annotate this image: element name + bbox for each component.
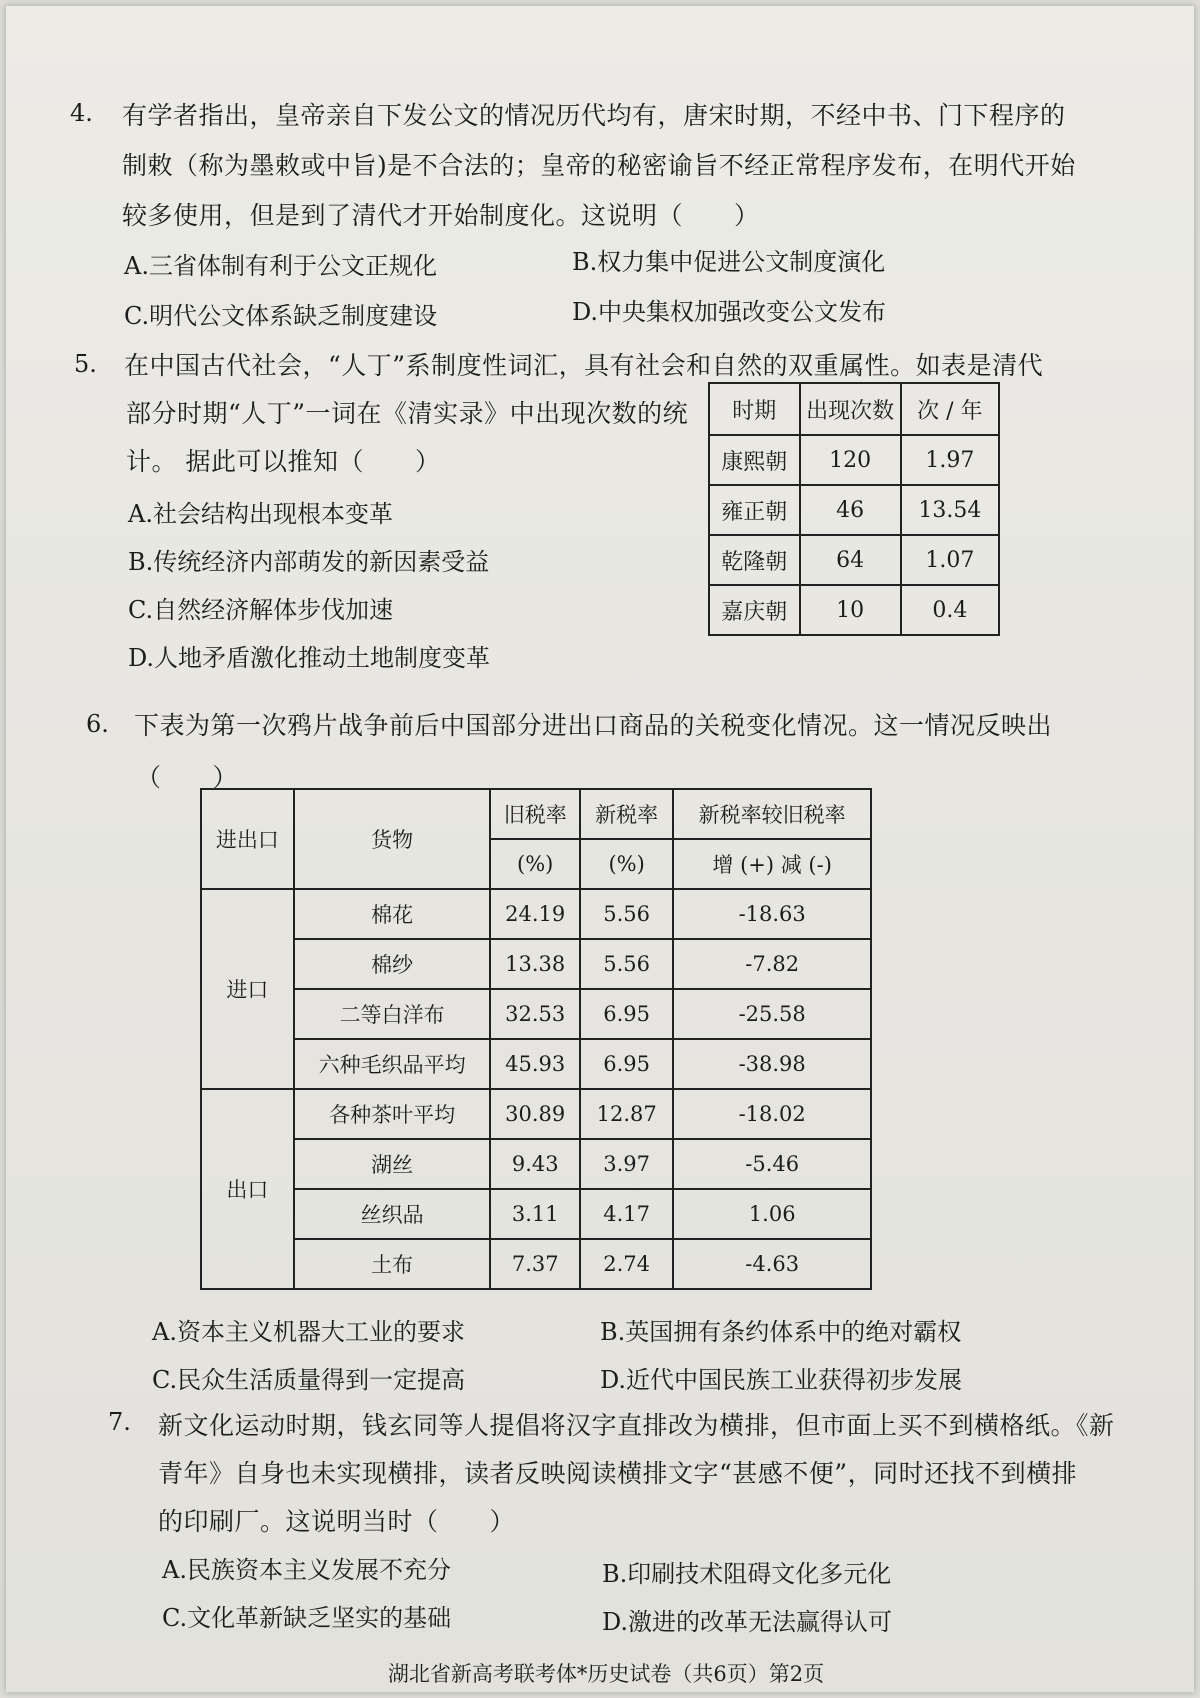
table-row <box>201 889 871 939</box>
option-c[interactable]: C.自然经济解体步伐加速 <box>128 596 394 624</box>
table-cell: 6.95 <box>580 989 673 1039</box>
table-row <box>201 1189 871 1239</box>
table-cell: 1.07 <box>901 535 999 585</box>
table-row <box>709 435 999 485</box>
table-row <box>201 1139 871 1189</box>
table-row <box>709 535 999 585</box>
header-cell: 货物 <box>294 789 491 889</box>
table-cell: 1.06 <box>673 1189 871 1239</box>
table-cell: 0.4 <box>901 585 999 635</box>
question-text-line: 较多使用，但是到了清代才开始制度化。这说明（ ） <box>122 201 760 230</box>
exam-page <box>6 6 1194 1692</box>
table-cell: 丝织品 <box>294 1189 491 1239</box>
census-table <box>708 382 1000 636</box>
table-cell: 二等白洋布 <box>294 989 491 1039</box>
table-cell: 2.74 <box>580 1239 673 1289</box>
option-a[interactable]: A.资本主义机器大工业的要求 <box>152 1318 465 1346</box>
table-cell: 45.93 <box>490 1039 579 1089</box>
question-text-line: 新文化运动时期，钱玄同等人提倡将汉字直排改为横排，但市面上买不到横格纸。《新 <box>158 1411 1115 1440</box>
table-cell: 64 <box>800 535 901 585</box>
table-cell: 雍正朝 <box>709 485 800 535</box>
table-cell: 1.97 <box>901 435 999 485</box>
option-d[interactable]: D.激进的改革无法赢得认可 <box>602 1608 893 1636</box>
header-cell: (%) <box>490 839 579 889</box>
table-cell: 六种毛织品平均 <box>294 1039 491 1089</box>
table-row <box>201 1239 871 1289</box>
table-cell: 9.43 <box>490 1139 579 1189</box>
option-b[interactable]: B.传统经济内部萌发的新因素受益 <box>128 548 490 576</box>
table-cell: 13.38 <box>490 939 579 989</box>
option-d[interactable]: D.人地矛盾激化推动土地制度变革 <box>128 644 491 672</box>
option-a[interactable]: A.三省体制有利于公文正规化 <box>124 252 437 280</box>
option-b[interactable]: B.英国拥有条约体系中的绝对霸权 <box>600 1318 962 1346</box>
table-cell: 30.89 <box>490 1089 579 1139</box>
table-row <box>709 585 999 635</box>
table-cell: 康熙朝 <box>709 435 800 485</box>
table-cell: 各种茶叶平均 <box>294 1089 491 1139</box>
table-cell: 5.56 <box>580 889 673 939</box>
option-b[interactable]: B.权力集中促进公文制度演化 <box>572 248 886 276</box>
question-text-line: 下表为第一次鸦片战争前后中国部分进出口商品的关税变化情况。这一情况反映出 <box>134 711 1053 740</box>
table-cell: -4.63 <box>673 1239 871 1289</box>
table-header-row <box>201 789 871 839</box>
table-cell: 嘉庆朝 <box>709 585 800 635</box>
tariff-table <box>200 788 872 1290</box>
table-cell: 湖丝 <box>294 1139 491 1189</box>
option-c[interactable]: C.文化革新缺乏坚实的基础 <box>162 1604 452 1632</box>
question-number: 6. <box>86 710 109 738</box>
table-cell: 3.97 <box>580 1139 673 1189</box>
table-cell: 5.56 <box>580 939 673 989</box>
question-text-line: 计。 据此可以推知（ ） <box>126 447 441 476</box>
table-cell: -7.82 <box>673 939 871 989</box>
question-text-line: 在中国古代社会，“人丁”系制度性词汇，具有社会和自然的双重属性。如表是清代 <box>124 351 1044 380</box>
question-number: 7. <box>108 1408 131 1436</box>
table-cell: 24.19 <box>490 889 579 939</box>
table-cell: -25.58 <box>673 989 871 1039</box>
page-footer: 湖北省新高考联考体*历史试卷（共6页）第2页 <box>387 1662 825 1686</box>
table-cell: 乾隆朝 <box>709 535 800 585</box>
table-cell: 6.95 <box>580 1039 673 1089</box>
question-number: 5. <box>74 350 97 378</box>
question-text-line: 有学者指出，皇帝亲自下发公文的情况历代均有，唐宋时期，不经中书、门下程序的 <box>122 101 1066 130</box>
category-cell: 出口 <box>201 1089 294 1289</box>
option-d[interactable]: D.中央集权加强改变公文发布 <box>572 298 887 326</box>
header-cell: 旧税率 <box>490 789 579 839</box>
table-cell: -18.63 <box>673 889 871 939</box>
option-d[interactable]: D.近代中国民族工业获得初步发展 <box>600 1366 963 1394</box>
table-cell: -5.46 <box>673 1139 871 1189</box>
option-c[interactable]: C.民众生活质量得到一定提高 <box>152 1366 466 1394</box>
question-text-line: （ ） <box>136 763 239 792</box>
table-cell: 120 <box>800 435 901 485</box>
table-cell: 10 <box>800 585 901 635</box>
option-a[interactable]: A.民族资本主义发展不充分 <box>162 1556 451 1584</box>
table-cell: 棉花 <box>294 889 491 939</box>
table-cell: -18.02 <box>673 1089 871 1139</box>
question-number: 4. <box>70 99 93 127</box>
option-a[interactable]: A.社会结构出现根本变革 <box>128 500 393 528</box>
question-text-line: 青年》自身也未实现横排，读者反映阅读横排文字“甚感不便”，同时还找不到横排 <box>158 1459 1078 1488</box>
option-b[interactable]: B.印刷技术阻碍文化多元化 <box>602 1560 892 1588</box>
table-cell: 12.87 <box>580 1089 673 1139</box>
category-cell: 进口 <box>201 889 294 1089</box>
table-cell: 46 <box>800 485 901 535</box>
table-row <box>201 1089 871 1139</box>
table-row <box>709 485 999 535</box>
table-cell: 13.54 <box>901 485 999 535</box>
header-cell: (%) <box>580 839 673 889</box>
question-text-line: 部分时期“人丁”一词在《清实录》中出现次数的统 <box>126 399 689 428</box>
table-cell: 3.11 <box>490 1189 579 1239</box>
table-row <box>201 939 871 989</box>
table-header-row <box>709 383 999 435</box>
table-cell: 棉纱 <box>294 939 491 989</box>
question-text-line: 的印刷厂。这说明当时（ ） <box>158 1507 516 1536</box>
header-cell: 时期 <box>709 383 800 435</box>
header-cell: 次 / 年 <box>901 383 999 435</box>
table-cell: -38.98 <box>673 1039 871 1089</box>
table-cell: 4.17 <box>580 1189 673 1239</box>
table-cell: 7.37 <box>490 1239 579 1289</box>
table-cell: 土布 <box>294 1239 491 1289</box>
table-cell: 32.53 <box>490 989 579 1039</box>
header-cell: 进出口 <box>201 789 294 889</box>
question-text-line: 制敕（称为墨敕或中旨)是不合法的；皇帝的秘密谕旨不经正常程序发布，在明代开始 <box>122 151 1076 180</box>
header-cell: 增 (+) 减 (-) <box>673 839 871 889</box>
table-row <box>201 1039 871 1089</box>
header-cell: 新税率 <box>580 789 673 839</box>
header-cell: 新税率较旧税率 <box>673 789 871 839</box>
option-c[interactable]: C.明代公文体系缺乏制度建设 <box>124 302 438 330</box>
table-row <box>201 989 871 1039</box>
header-cell: 出现次数 <box>800 383 901 435</box>
